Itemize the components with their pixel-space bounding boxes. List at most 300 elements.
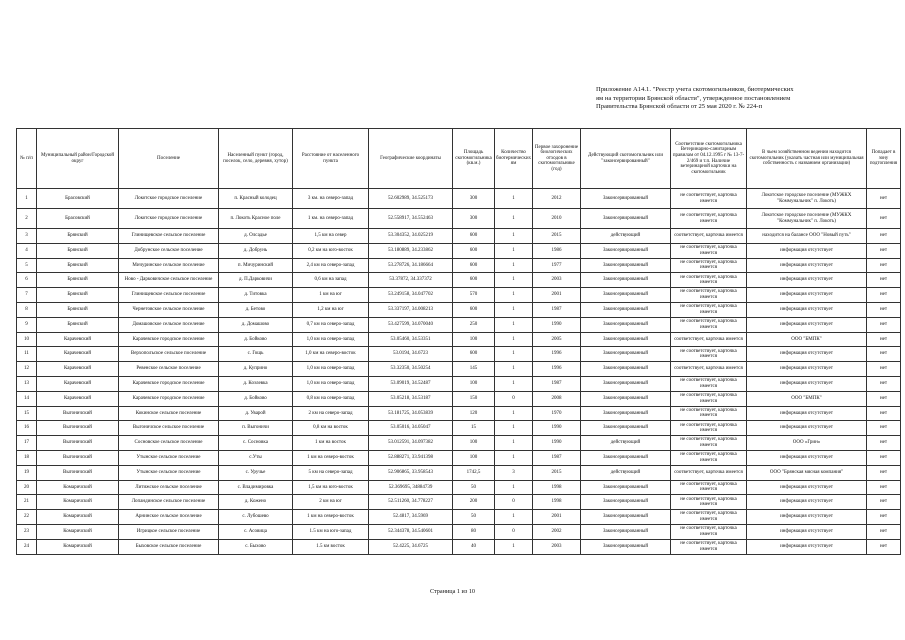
table-cell: Ново - Дарковичское сельское поселение (119, 273, 219, 288)
table-cell: информация отсутствует (747, 243, 867, 258)
table-cell: информация отсутствует (747, 524, 867, 539)
table-cell: информация отсутствует (747, 495, 867, 510)
table-cell: 1977 (533, 258, 581, 273)
table-cell: 1 (495, 288, 533, 303)
table-row (17, 524, 901, 539)
table-cell: Выгоничский (37, 465, 119, 480)
table-cell: Сосновское сельское поселение (119, 436, 219, 451)
table-cell: 600 (453, 229, 495, 244)
table-cell: Законсервированный (581, 391, 671, 406)
table-cell: 1 (495, 258, 533, 273)
table-cell: с. Владимировка (219, 480, 293, 495)
table-cell: Брянский (37, 302, 119, 317)
table-cell: п. Мичуринский (219, 258, 293, 273)
table-cell: Глинищевское сельское поселение (119, 288, 219, 303)
table-cell: Верхополъское сельское поселение (119, 347, 219, 362)
table-cell: 1 (495, 332, 533, 347)
table-cell: 0,6 км на запад (293, 273, 369, 288)
table-cell: Брянский (37, 273, 119, 288)
column-header: Первое захоронение биологических отходов в скотомогильнике (год) (533, 129, 581, 189)
table-cell: Локотское городское поселение (МУЖКХ "Коммунальник" п. Локоть) (747, 209, 867, 229)
table-cell: 1 (495, 376, 533, 391)
table-cell: 5 (17, 258, 37, 273)
table-cell: Карачевское городское поселение (119, 391, 219, 406)
table-cell: 600 (453, 273, 495, 288)
table-cell: д. Бойково (219, 391, 293, 406)
table-cell: Быховское сельское поселение (119, 539, 219, 554)
table-row (17, 436, 901, 451)
table-cell: 1987 (533, 450, 581, 465)
table-cell: 1 (495, 243, 533, 258)
table-cell: 1 (495, 450, 533, 465)
table-cell: 1990 (533, 436, 581, 451)
table-row (17, 258, 901, 273)
table-cell: не соответствует, карточка имеется (671, 450, 747, 465)
table-cell: Ревенское сельское поселение (119, 362, 219, 377)
table-cell: Законсервированный (581, 332, 671, 347)
table-cell: с. Асовица (219, 524, 293, 539)
table-cell: 600 (453, 347, 495, 362)
table-cell: 100 (453, 436, 495, 451)
table-cell: ООО «Грин» (747, 436, 867, 451)
table-cell: 53.181725, 34.053839 (369, 406, 453, 421)
table-cell: не соответствует, карточка имеется (671, 376, 747, 391)
table-cell: 0 (495, 524, 533, 539)
table-cell: 15 (453, 421, 495, 436)
table-row (17, 450, 901, 465)
table-cell: не соответствует, карточка имеется (671, 421, 747, 436)
table-cell: 1970 (533, 406, 581, 421)
table-cell: Карачевский (37, 347, 119, 362)
table-cell: не соответствует, карточка имеется (671, 436, 747, 451)
table-cell: 1 (495, 406, 533, 421)
table-cell: Локотское городское поселение (119, 189, 219, 209)
table-row (17, 510, 901, 525)
table-cell: 53.278726, 34.186664 (369, 258, 453, 273)
table-cell: 120 (453, 406, 495, 421)
table-cell: 3 км. на северо-запад (293, 189, 369, 209)
table-cell: 50 (453, 510, 495, 525)
table-row (17, 347, 901, 362)
table-cell: не соответствует, карточка имеется (671, 302, 747, 317)
table-cell: информация отсутствует (747, 273, 867, 288)
table-cell: п. Локоть Красное поле (219, 209, 293, 229)
table-cell: 2015 (533, 229, 581, 244)
table-cell: 1 (495, 510, 533, 525)
table-cell: Карачевский (37, 391, 119, 406)
table-cell: не соответствует, карточка имеется (671, 391, 747, 406)
table-cell: п. Красный колодец (219, 189, 293, 209)
table-cell: нет (867, 406, 901, 421)
table-cell: информация отсутствует (747, 302, 867, 317)
table-row (17, 332, 901, 347)
table-cell: 2001 (533, 288, 581, 303)
table-cell: 1,5 км на юго-восток (293, 480, 369, 495)
table-row (17, 391, 901, 406)
table-cell: с. Сосновка (219, 436, 293, 451)
table-cell: д. Козлевка (219, 376, 293, 391)
table-cell: 11 (17, 347, 37, 362)
table-cell: 53.012591, 34.097382 (369, 436, 453, 451)
table-cell: информация отсутствует (747, 480, 867, 495)
table-cell: 1990 (533, 421, 581, 436)
table-cell: Комаричский (37, 495, 119, 510)
table-cell: ООО "БМПК" (747, 332, 867, 347)
table-cell: 1998 (533, 495, 581, 510)
annex-line: ям на территории Брянской области", утвержденное постановлением (596, 94, 791, 102)
table-cell: нет (867, 288, 901, 303)
table-cell: д. Домашово (219, 317, 293, 332)
table-cell: Карачевский (37, 376, 119, 391)
table-cell: нет (867, 510, 901, 525)
table-cell: Чернетовское сельское поселение (119, 302, 219, 317)
table-cell: ООО "БМПК" (747, 391, 867, 406)
table-cell: нет (867, 302, 901, 317)
table-cell: 1987 (533, 302, 581, 317)
table-cell: 300 (453, 209, 495, 229)
table-cell: 2 (17, 209, 37, 229)
table-cell: 1 км на восток (293, 436, 369, 451)
table-cell: нет (867, 258, 901, 273)
column-header: В чьем хозяйственном ведении находится скотомогильник (указать частная или муниципальная собственность с названием организации) (747, 129, 867, 189)
table-cell: 100 (453, 450, 495, 465)
table-cell: 4 (17, 243, 37, 258)
table-cell: 1 (495, 480, 533, 495)
table-cell: Законсервированный (581, 347, 671, 362)
table-cell: соответствует, карточка имеется (671, 465, 747, 480)
table-cell: Утынское сельское поселение (119, 450, 219, 465)
table-cell: не соответствует, карточка имеется (671, 273, 747, 288)
table-cell: 1 (495, 362, 533, 377)
table-cell: д. Уварой (219, 406, 293, 421)
table-cell: Лопандинское сельское поселение (119, 495, 219, 510)
table-cell: информация отсутствует (747, 362, 867, 377)
table-cell: информация отсутствует (747, 376, 867, 391)
table-cell: Карачевское городское поселение (119, 376, 219, 391)
table-cell: соответствует, карточка имеется (671, 229, 747, 244)
table-cell: 1,0 км на северо-запад (293, 362, 369, 377)
table-cell: Выгоничский (37, 421, 119, 436)
table-cell: 2012 (533, 189, 581, 209)
table-cell: 1996 (533, 347, 581, 362)
table-cell: нет (867, 524, 901, 539)
table-cell: Брянский (37, 229, 119, 244)
table-cell: 200 (453, 495, 495, 510)
annex-line: Приложение А14.1. "Реестр учета скотомогильников, биотермических (596, 86, 794, 93)
table-cell: информация отсутствует (747, 450, 867, 465)
annex-caption (596, 86, 882, 112)
table-cell: Глинищевское сельское поселение (119, 229, 219, 244)
table-cell: 3 (495, 465, 533, 480)
table-cell: 10 (17, 332, 37, 347)
table-cell: 600 (453, 302, 495, 317)
table-cell: нет (867, 421, 901, 436)
table-cell: д. Куприно (219, 362, 293, 377)
table-cell: соответствует, карточка имеется (671, 362, 747, 377)
table-cell: 1 (495, 229, 533, 244)
table-cell: Карачевское городское поселение (119, 332, 219, 347)
table-cell: 9 (17, 317, 37, 332)
table-cell: Комаричский (37, 539, 119, 554)
table-cell: 40 (453, 539, 495, 554)
table-cell: нет (867, 465, 901, 480)
table-cell: Выгоничский (37, 436, 119, 451)
table-row (17, 243, 901, 258)
table-cell: информация отсутствует (747, 510, 867, 525)
table-row (17, 302, 901, 317)
column-header: Соответствие скотомогильника Ветеринарно-санитарным правилам от 04.12.1995 г № 13-7-2/469 и т.п. Наличие ветеринарной карточки на скотомогильник (671, 129, 747, 189)
table-cell: действующий (581, 465, 671, 480)
table-cell: 1 (495, 189, 533, 209)
table-cell: д. Олсадье (219, 229, 293, 244)
table-cell: Игрицкое сельское поселение (119, 524, 219, 539)
table-cell: Законсервированный (581, 302, 671, 317)
table-cell: 22 (17, 510, 37, 525)
table-row (17, 406, 901, 421)
table-cell: 53.304352, 34.025219 (369, 229, 453, 244)
table-cell: 53.0194, 34.6723 (369, 347, 453, 362)
table-cell: 20 (17, 480, 37, 495)
table-row (17, 229, 901, 244)
table-cell: нет (867, 450, 901, 465)
table-cell: 2003 (533, 539, 581, 554)
table-cell: информация отсутствует (747, 258, 867, 273)
table-cell: Литижское сельское поселение (119, 480, 219, 495)
table-cell: информация отсутствует (747, 421, 867, 436)
table-cell: не соответствует, карточка имеется (671, 480, 747, 495)
table-cell: 52.906865, 33.958543 (369, 465, 453, 480)
table-cell: не соответствует, карточка имеется (671, 258, 747, 273)
column-header: № п/п (17, 129, 37, 189)
table-cell: 1742,5 (453, 465, 495, 480)
table-cell: 52.888271, 33.941398 (369, 450, 453, 465)
table-cell: 1 км на северо-восток (293, 510, 369, 525)
table-cell: 14 (17, 391, 37, 406)
table-cell: Мичуринское сельское поселение (119, 258, 219, 273)
table-cell: 1 км на северо-восток (293, 450, 369, 465)
table-cell: д. Бетово (219, 302, 293, 317)
table-cell: Брасовский (37, 209, 119, 229)
table-cell: 250 (453, 317, 495, 332)
table-cell: 52.344378, 34.540601 (369, 524, 453, 539)
table-cell: 53.05218, 34.53187 (369, 391, 453, 406)
table-cell: Карачевский (37, 362, 119, 377)
table-cell: 2015 (533, 465, 581, 480)
table-cell: Законсервированный (581, 421, 671, 436)
table-cell: д. Титовка (219, 288, 293, 303)
table-cell: информация отсутствует (747, 406, 867, 421)
table-cell: Законсервированный (581, 288, 671, 303)
table-cell: Комаричский (37, 524, 119, 539)
table-cell: с. Лубошево (219, 510, 293, 525)
table-cell: информация отсутствует (747, 288, 867, 303)
table-cell: не соответствует, карточка имеется (671, 524, 747, 539)
table-cell: 1986 (533, 243, 581, 258)
table-cell: Законсервированный (581, 406, 671, 421)
table-cell: не соответствует, карточка имеется (671, 406, 747, 421)
registry-table (16, 128, 901, 555)
page-number: Страница 1 из 10 (429, 588, 476, 595)
table-cell: 2008 (533, 391, 581, 406)
table-cell: 80 (453, 524, 495, 539)
table-body (17, 189, 901, 555)
table-cell: информация отсутствует (747, 347, 867, 362)
table-cell: 1 (495, 317, 533, 332)
table-cell: 0,8 км на северо-запад (293, 391, 369, 406)
table-cell: 145 (453, 362, 495, 377)
table-cell: Добрунское сельское поселение (119, 243, 219, 258)
column-header: Действующий скотомогильник или "законсервированный" (581, 129, 671, 189)
table-cell: 53.37872, 34.337372 (369, 273, 453, 288)
table-cell: Карачевский (37, 332, 119, 347)
table-cell: Законсервированный (581, 524, 671, 539)
table-cell: 1.5 км на юго-запад (293, 524, 369, 539)
table-cell: Законсервированный (581, 209, 671, 229)
table-cell: 6 (17, 273, 37, 288)
table-cell: Домашовское сельское поселение (119, 317, 219, 332)
table-cell: 2001 (533, 510, 581, 525)
table-cell: не соответствует, карточка имеется (671, 347, 747, 362)
table-cell: 17 (17, 436, 37, 451)
table-cell: 3 (17, 229, 37, 244)
table-cell: с. Быхово (219, 539, 293, 554)
table-cell: действующий (581, 436, 671, 451)
table-cell: 23 (17, 524, 37, 539)
table-cell: Брянский (37, 258, 119, 273)
table-row (17, 317, 901, 332)
table-cell: 7 (17, 288, 37, 303)
table-row (17, 189, 901, 209)
column-header: Попадает в зону подтопления (867, 129, 901, 189)
table-cell: 13 (17, 376, 37, 391)
table-cell: нет (867, 495, 901, 510)
table-cell: 600 (453, 243, 495, 258)
table-cell: Локотское городское поселение (МУЖКХ "Коммунальник" п. Локоть) (747, 189, 867, 209)
table-cell: 16 (17, 421, 37, 436)
table-cell: 52.602989, 34.525173 (369, 189, 453, 209)
table-cell: 0,7 км на северо-запад (293, 317, 369, 332)
table-cell: Законсервированный (581, 510, 671, 525)
table-row (17, 273, 901, 288)
table-cell: п. Выгоничи (219, 421, 293, 436)
table-cell: Законсервированный (581, 189, 671, 209)
table-cell: 2,4 км на северо-запад (293, 258, 369, 273)
table-cell: 1 (495, 436, 533, 451)
table-cell: 1,0 км на северо-запад (293, 332, 369, 347)
column-header: Количество биотермических ям (495, 129, 533, 189)
table-cell: 1 км на юг (293, 288, 369, 303)
column-header: Географические координаты (369, 129, 453, 189)
table-row (17, 539, 901, 554)
table-cell: с. Уручье (219, 465, 293, 480)
table-cell: соответствует, карточка имеется (671, 332, 747, 347)
table-cell: Брянский (37, 317, 119, 332)
table-cell: Комаричский (37, 510, 119, 525)
table-cell: 53.180889, 34.233862 (369, 243, 453, 258)
table-row (17, 288, 901, 303)
table-cell: 12 (17, 362, 37, 377)
table-cell: 300 (453, 189, 495, 209)
table-cell: Кокинское сельское поселение (119, 406, 219, 421)
table-cell: д. П.Дарковичи (219, 273, 293, 288)
table-cell: 600 (453, 258, 495, 273)
table-cell: Выгоничское сельское поселение (119, 421, 219, 436)
table-cell: д. Бойково (219, 332, 293, 347)
table-cell: нет (867, 347, 901, 362)
column-header: Расстояние от населенного пункта (293, 129, 369, 189)
table-cell: 53.249158, 34.047702 (369, 288, 453, 303)
column-header: Поселение (119, 129, 219, 189)
table-cell: действующий (581, 229, 671, 244)
table-cell: 52.511260, 34.778227 (369, 495, 453, 510)
table-cell: 1 (495, 209, 533, 229)
table-cell: 1 км. на северо-запад (293, 209, 369, 229)
table-cell: нет (867, 436, 901, 451)
table-cell: Брасовский (37, 189, 119, 209)
table-cell: 1 (495, 421, 533, 436)
table-cell: 100 (453, 376, 495, 391)
table-cell: 15 (17, 406, 37, 421)
table-cell: 50 (453, 480, 495, 495)
table-cell: нет (867, 189, 901, 209)
table-cell: 1998 (533, 480, 581, 495)
table-cell: 2010 (533, 209, 581, 229)
table-cell: 570 (453, 288, 495, 303)
table-cell: 24 (17, 539, 37, 554)
table-header (17, 129, 901, 189)
table-cell: 150 (453, 391, 495, 406)
table-cell: 1 (495, 347, 533, 362)
table-cell: 1 (495, 273, 533, 288)
table-cell: не соответствует, карточка имеется (671, 243, 747, 258)
table-cell: нет (867, 539, 901, 554)
table-cell: нет (867, 362, 901, 377)
table-cell: не соответствует, карточка имеется (671, 539, 747, 554)
table-cell: 0,2 км на юго-восток (293, 243, 369, 258)
table-cell: 1 (495, 539, 533, 554)
table-cell: нет (867, 391, 901, 406)
table-cell: ООО "Брянская мясная компания" (747, 465, 867, 480)
table-cell: Арнинское сельское поселение (119, 510, 219, 525)
table-cell: 53.427599, 34.070040 (369, 317, 453, 332)
table-cell: Локотское городское поселение (119, 209, 219, 229)
table-cell: 2003 (533, 273, 581, 288)
header-row (17, 129, 901, 189)
table-cell: Законсервированный (581, 317, 671, 332)
table-cell: Выгоничский (37, 406, 119, 421)
table-cell: информация отсутствует (747, 317, 867, 332)
table-cell: 0 (495, 391, 533, 406)
table-cell: Комаричский (37, 480, 119, 495)
table-cell: 52.4225, 34.6725 (369, 539, 453, 554)
table-cell: 18 (17, 450, 37, 465)
table-cell: 1990 (533, 317, 581, 332)
table-cell: 2 км на юг (293, 495, 369, 510)
table-cell: не соответствует, карточка имеется (671, 317, 747, 332)
table-cell: с.Уты (219, 450, 293, 465)
table-cell: д. Кожено (219, 495, 293, 510)
table-cell: Законсервированный (581, 258, 671, 273)
table-cell: нет (867, 209, 901, 229)
table-cell: 1,2 км на юг (293, 302, 369, 317)
table-cell: 2002 (533, 524, 581, 539)
table-row (17, 480, 901, 495)
table-row (17, 209, 901, 229)
table-cell: д. Добрунь (219, 243, 293, 258)
table-cell: не соответствует, карточка имеется (671, 209, 747, 229)
table-cell: 1,0 км на северо-восток (293, 347, 369, 362)
table-cell: нет (867, 332, 901, 347)
